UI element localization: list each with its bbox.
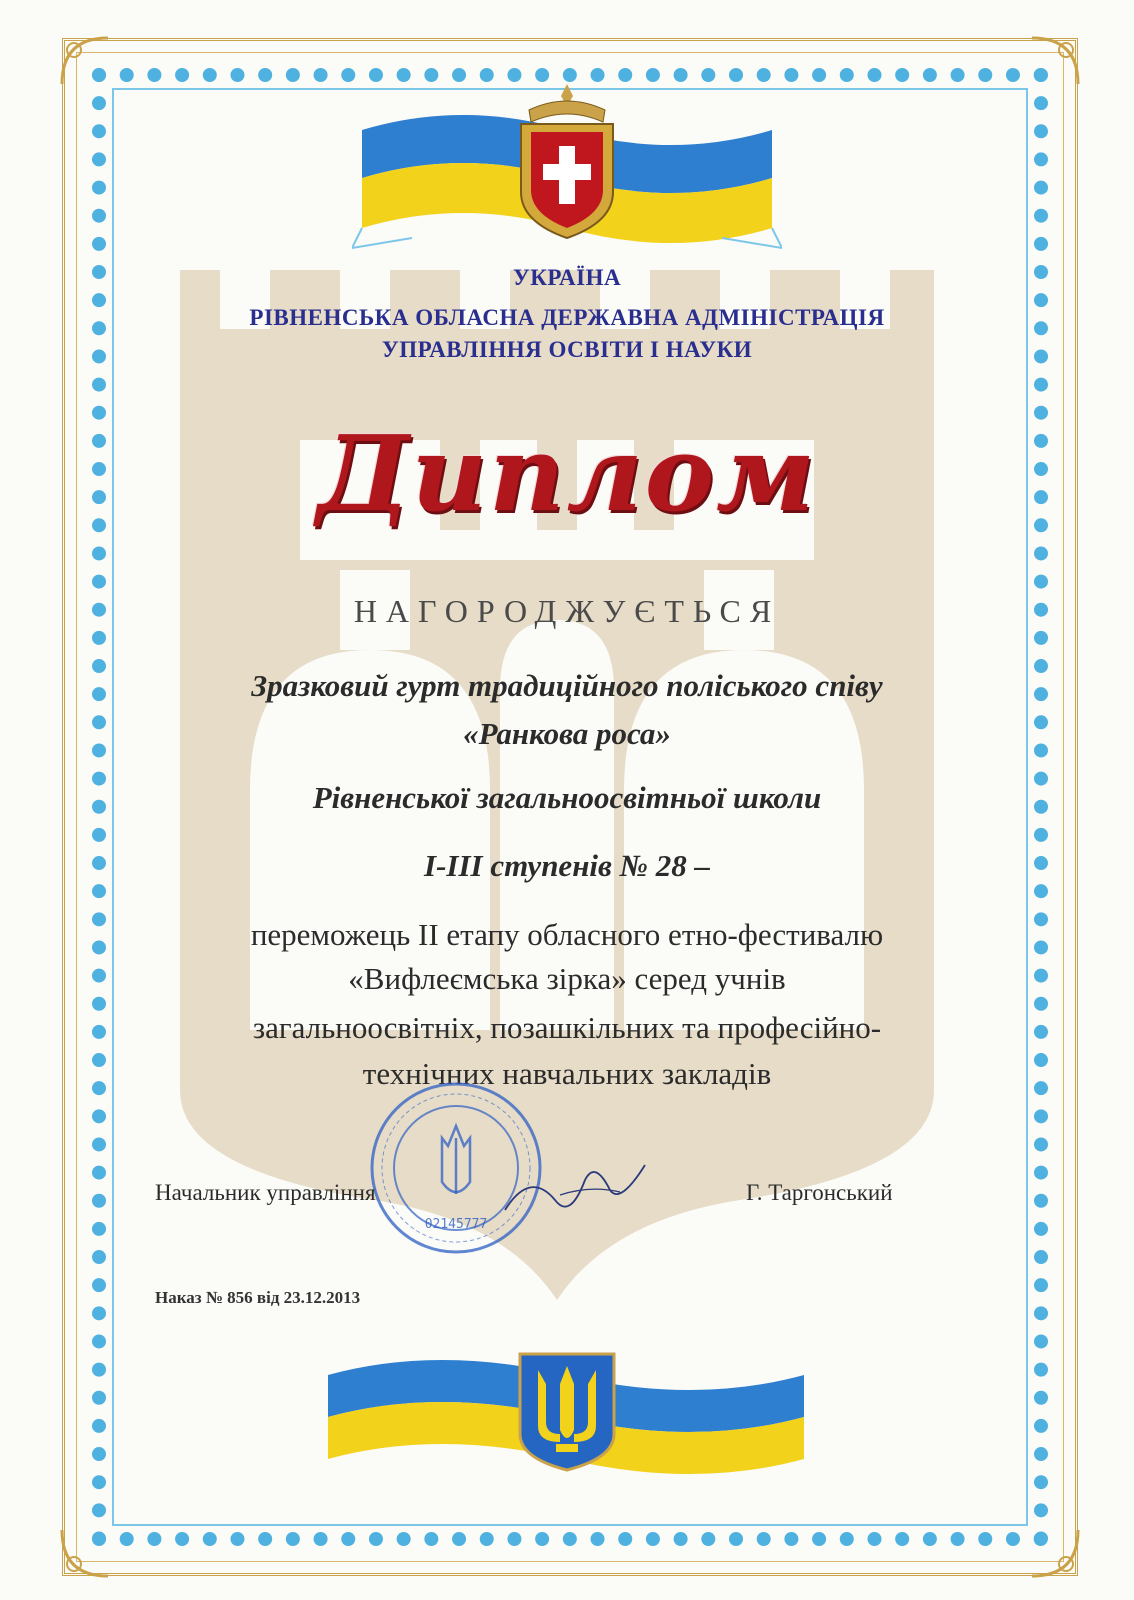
recipient-line-4: І-ІІІ ступенів № 28 –	[424, 848, 710, 883]
stamp-code: 02145777	[424, 1217, 488, 1232]
recipient-line-2: «Ранкова роса»	[463, 716, 671, 751]
recipient-line-1: Зразковий гурт традиційного поліського співу	[251, 668, 883, 703]
awarded-label: НАГОРОДЖУЄТЬСЯ	[353, 593, 781, 629]
body-line-4: технічних навчальних закладів	[362, 1056, 772, 1091]
signature-position: Начальник управління	[155, 1180, 376, 1205]
header-administration: РІВНЕНСЬКА ОБЛАСНА ДЕРЖАВНА АДМІНІСТРАЦІЯ	[249, 305, 885, 330]
header-department: УПРАВЛІННЯ ОСВІТИ І НАУКИ	[381, 337, 753, 362]
body-line-2: «Вифлеємська зірка» серед учнів	[348, 961, 786, 996]
corner-ornament-icon	[58, 1526, 112, 1580]
handwritten-signature	[500, 1150, 650, 1230]
body-line-1: переможець ІІ етапу обласного етно-фестивалю	[250, 917, 884, 952]
corner-ornament-icon	[58, 34, 112, 88]
body-line-3: загальноосвітніх, позашкільних та професійно-	[252, 1010, 882, 1045]
corner-ornament-icon	[1028, 1526, 1082, 1580]
header-country: УКРАЇНА	[512, 265, 622, 290]
rivne-coat-of-arms-icon	[511, 82, 623, 242]
signature-name: Г. Таргонський	[746, 1180, 893, 1205]
diploma-title: Диплом	[316, 412, 818, 535]
recipient-line-3: Рівненської загальноосвітньої школи	[312, 780, 822, 815]
corner-ornament-icon	[1028, 34, 1082, 88]
order-reference: Наказ № 856 від 23.12.2013	[155, 1288, 361, 1307]
trident-emblem-icon	[516, 1350, 618, 1472]
